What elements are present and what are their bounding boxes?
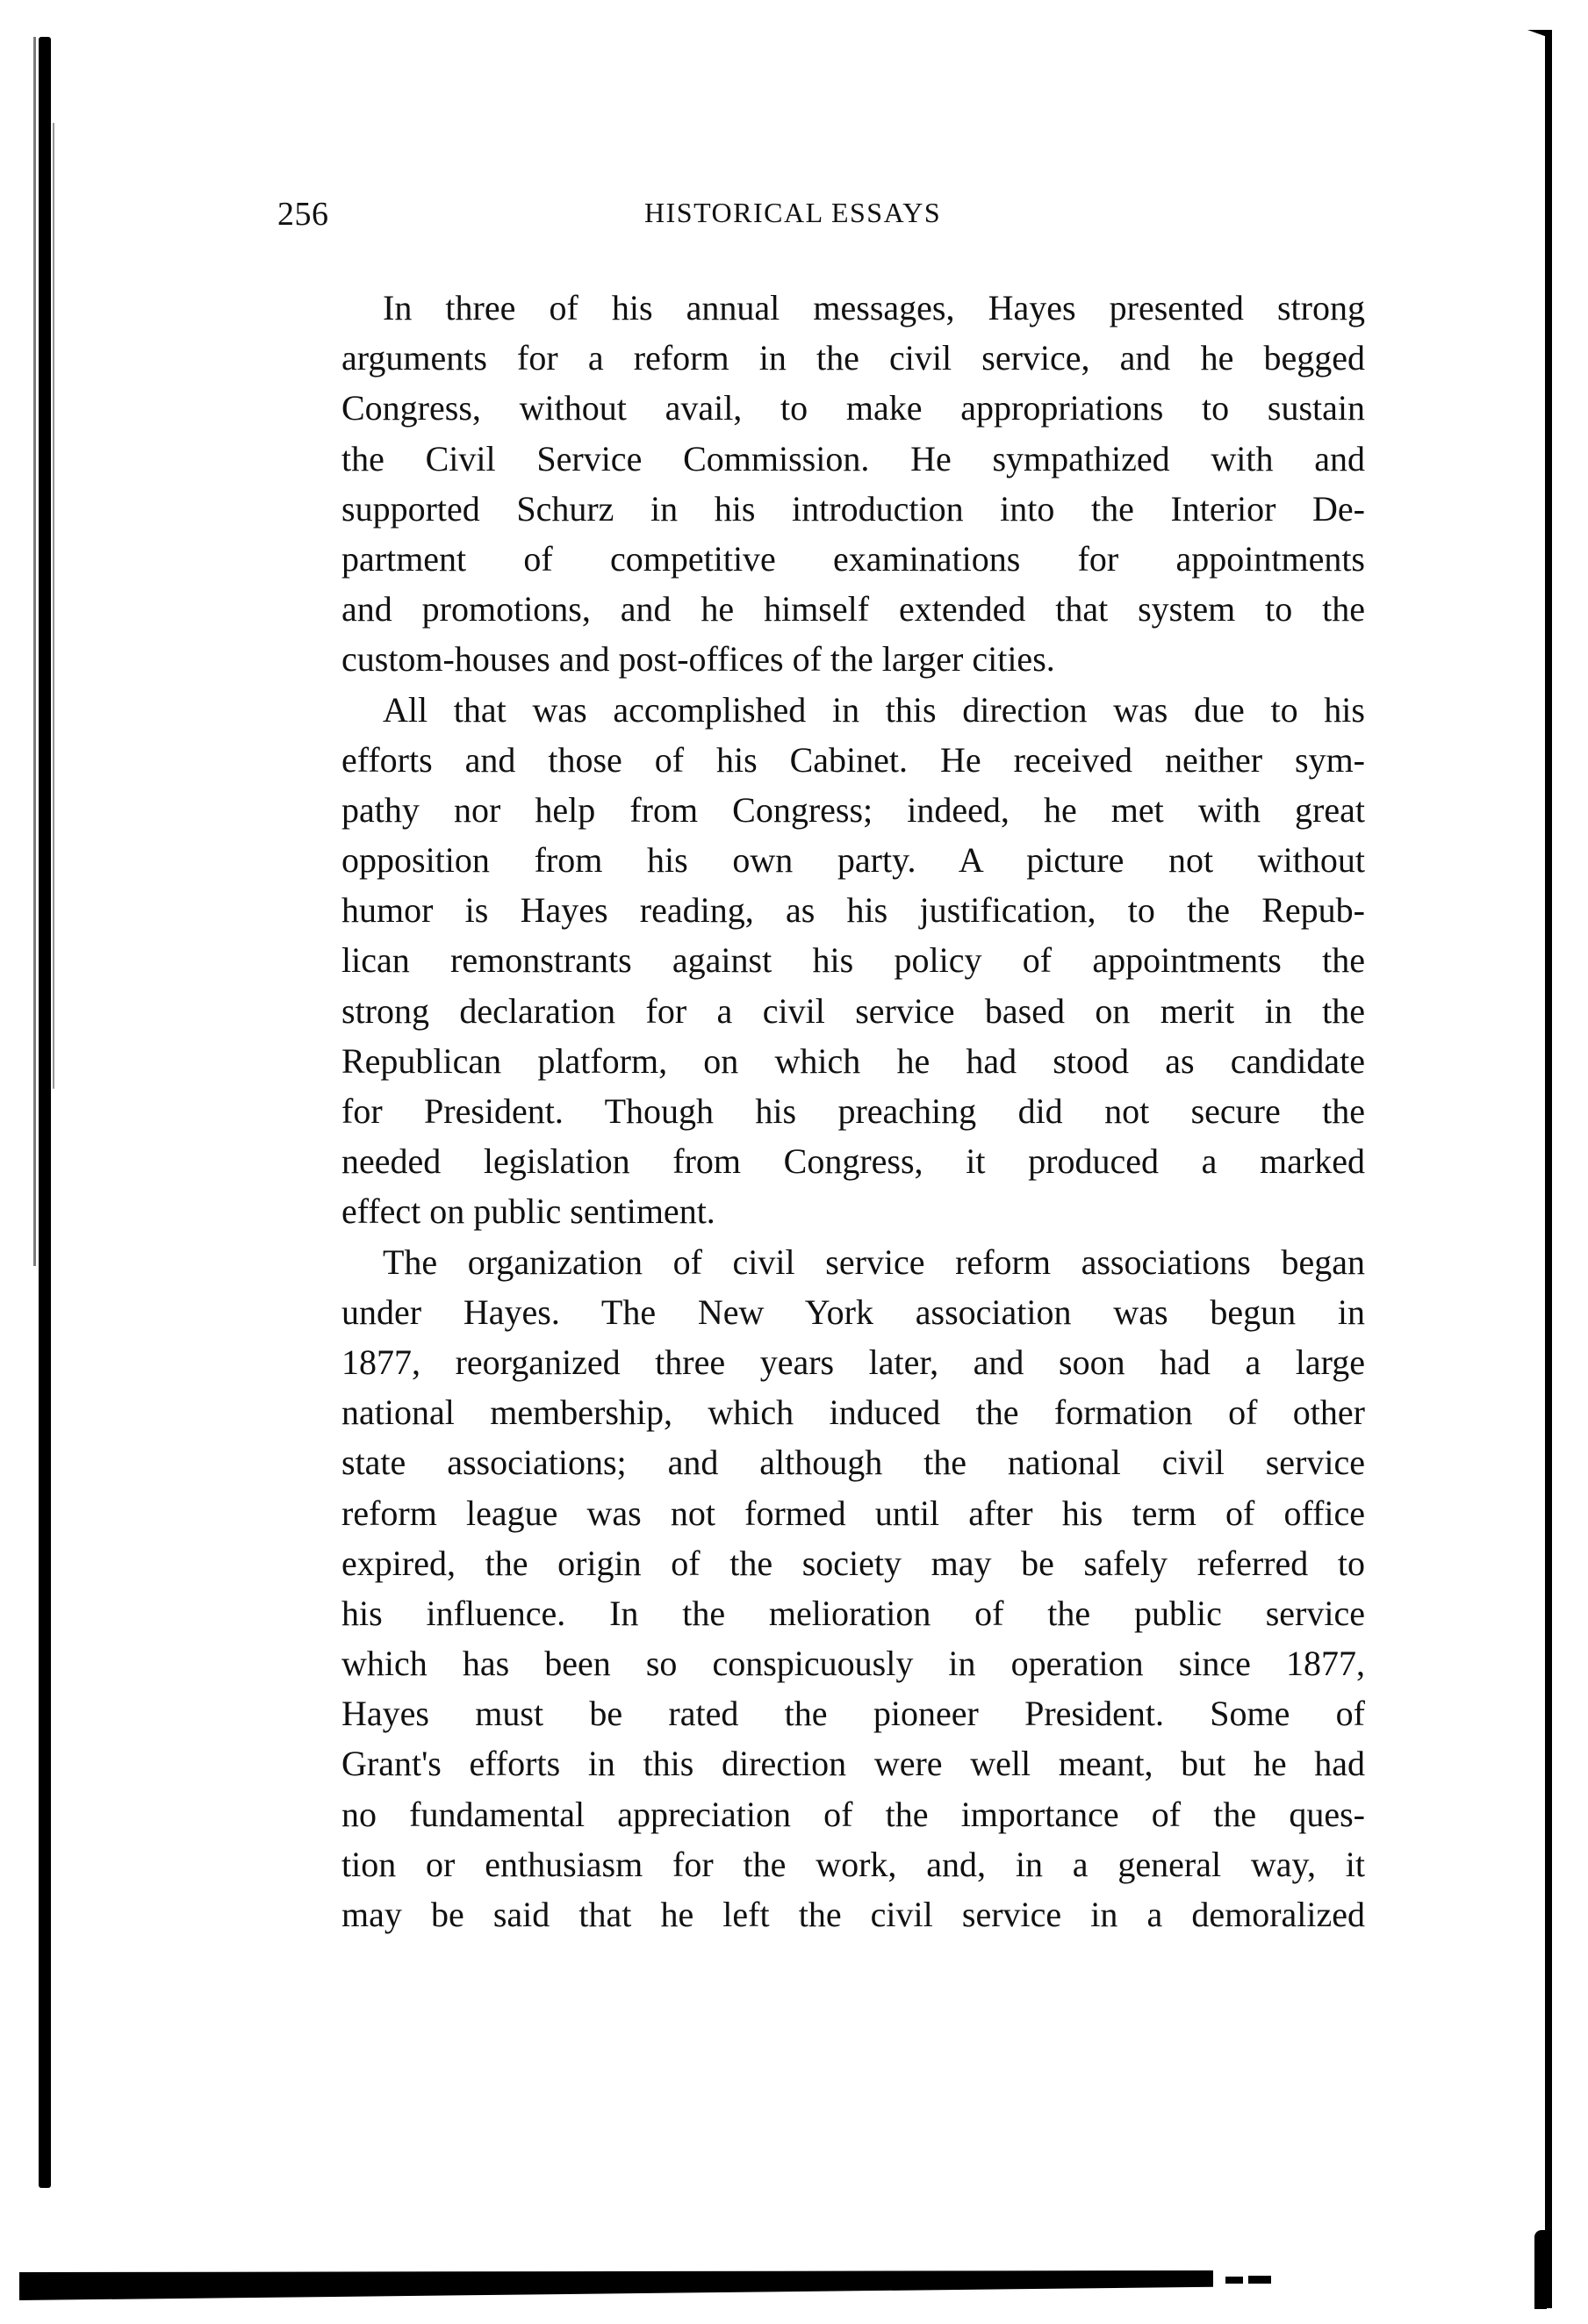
text-line: humor is Hayes reading, as his justification, to the Repub- [341, 890, 1365, 931]
page-number: 256 [277, 196, 329, 233]
running-head [277, 195, 1401, 239]
text-line: pathy nor help from Congress; indeed, he met with great [341, 789, 1365, 830]
text-line: supported Schurz in his introduction into the Interior De- [341, 488, 1365, 529]
paragraph-1 [300, 283, 1365, 685]
text-line: 1877, reorganized three years later, and soon had a large [341, 1342, 1365, 1382]
text-line: lican remonstrants against his policy of appointments the [341, 940, 1365, 981]
text-line: partment of competitive examinations for appointments [341, 538, 1365, 579]
text-line: Republican platform, on which he had stood as candidate [341, 1040, 1365, 1081]
scan-edge-left [39, 37, 51, 2188]
text-line: effect on public sentiment. [341, 1191, 715, 1232]
scan-edge-bottom [19, 2270, 1213, 2300]
text-line: needed legislation from Congress, it produced a marked [341, 1141, 1365, 1182]
scan-edge-right [1545, 30, 1552, 2308]
text-line: under Hayes. The New York association was begun in [341, 1292, 1365, 1332]
text-line: which has been so conspicuously in operation since 1877, [341, 1644, 1365, 1684]
text-line: Grant's efforts in this direction were well meant, but he had [341, 1744, 1365, 1784]
text-line: opposition from his own party. A picture not without [341, 840, 1365, 881]
scan-edge-left-thin [33, 37, 36, 1266]
text-line: for President. Though his preaching did not secure the [341, 1091, 1365, 1131]
text-line: tion or enthusiasm for the work, and, in a general way, it [341, 1844, 1365, 1884]
paragraph-2 [300, 685, 1365, 1237]
paragraph-3 [300, 1237, 1365, 1940]
text-line: efforts and those of his Cabinet. He received neither sym- [341, 739, 1365, 780]
body-text [300, 283, 1365, 1939]
text-line: strong declaration for a civil service based on merit in the [341, 990, 1365, 1031]
text-line: The organization of civil service reform associations began [383, 1241, 1365, 1282]
text-line: reform league was not formed until after his term of office [341, 1493, 1365, 1533]
text-line: Hayes must be rated the pioneer President. Some of [341, 1694, 1365, 1734]
text-line: no fundamental appreciation of the importance of the ques- [341, 1794, 1365, 1834]
text-line: All that was accomplished in this direction was due to his [383, 689, 1365, 730]
text-line: Congress, without avail, to make appropriations to sustain [341, 388, 1365, 428]
text-line: expired, the origin of the society may be safely referred to [341, 1543, 1365, 1583]
text-line: his influence. In the melioration of the public service [341, 1593, 1365, 1633]
text-line: arguments for a reform in the civil service, and he begged [341, 338, 1365, 378]
scan-edge-bottom-fragment [1248, 2276, 1271, 2284]
text-line: custom-houses and post-offices of the larger cities. [341, 639, 1055, 680]
text-line: national membership, which induced the formation of other [341, 1392, 1365, 1433]
text-line: may be said that he left the civil service in a demoralized [341, 1895, 1365, 1934]
text-line: the Civil Service Commission. He sympathized with and [341, 438, 1365, 478]
text-line: state associations; and although the national civil service [341, 1443, 1365, 1483]
scan-edge-bottom-fragment [1225, 2277, 1243, 2284]
scan-edge-right-bottom [1534, 2230, 1547, 2309]
text-line: In three of his annual messages, Hayes presented strong [383, 288, 1365, 327]
text-line: and promotions, and he himself extended that system to the [341, 589, 1365, 630]
running-title: HISTORICAL ESSAYS [644, 197, 942, 228]
scan-edge-left-inner [53, 123, 54, 1089]
